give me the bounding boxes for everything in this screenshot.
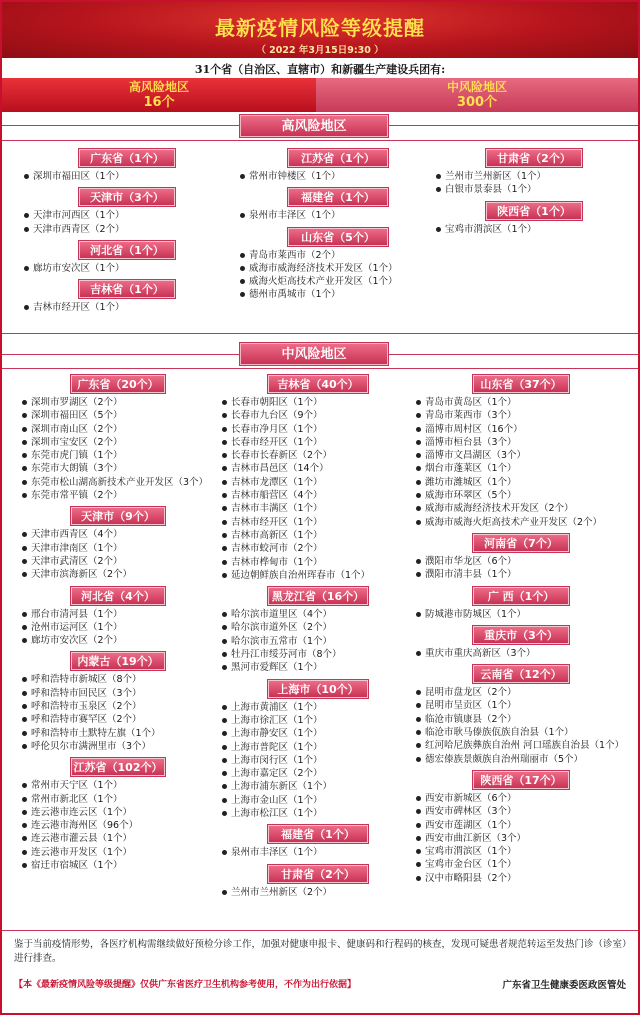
province-label: 福建省（1个） — [288, 188, 388, 206]
province-label: 重庆市（3个） — [473, 626, 569, 644]
area-list-item: 西安市曲江新区（3个） — [414, 832, 628, 845]
area-list-item: 德宏傣族景颇族自治州瑞丽市（5个） — [414, 753, 628, 766]
area-list-item: 烟台市蓬莱区（1个） — [414, 462, 628, 475]
area-list-item: 兰州市兰州新区（2个） — [220, 886, 416, 899]
area-list-item: 廊坊市安次区（2个） — [20, 634, 216, 647]
area-list-item: 深圳市南山区（2个） — [20, 423, 216, 436]
area-list-item: 汉中市略阳县（2个） — [414, 872, 628, 885]
mid-divider-bottom — [2, 368, 638, 369]
area-list-item: 邢台市清河县（1个） — [20, 608, 216, 621]
area-list-item: 吉林市经开区（1个） — [220, 516, 416, 529]
province-label: 天津市（3个） — [79, 188, 175, 206]
province-label: 河北省（1个） — [79, 241, 175, 259]
area-list-item: 吉林市高新区（1个） — [220, 529, 416, 542]
area-list-item: 东莞市大朗镇（3个） — [20, 462, 216, 475]
high-column-3 — [434, 149, 634, 241]
area-list-item: 威海火炬高技术产业开发区（1个） — [238, 275, 438, 288]
area-list-item: 吉林市丰满区（1个） — [220, 502, 416, 515]
high-risk-count: 16个 — [143, 95, 175, 110]
area-list-item: 泉州市丰泽区（1个） — [238, 209, 438, 222]
area-list-item: 廊坊市安次区（1个） — [22, 262, 232, 275]
header — [2, 2, 638, 58]
province-label: 河南省（7个） — [473, 534, 569, 552]
area-list-item: 深圳市福田区（1个） — [22, 170, 232, 183]
area-list-item: 淄博市周村区（16个） — [414, 423, 628, 436]
province-label: 江苏省（102个） — [71, 758, 165, 776]
area-list-item: 上海市松江区（1个） — [220, 807, 416, 820]
area-list-item: 呼和浩特市新城区（8个） — [20, 673, 216, 686]
area-list-item: 上海市徐汇区（1个） — [220, 714, 416, 727]
area-list-item: 红河哈尼族彝族自治州 河口瑶族自治县（1个） — [414, 739, 628, 752]
area-list-item: 东莞市松山湖高新技术产业开发区（3个） — [20, 476, 216, 489]
area-list-item: 连云港市开发区（1个） — [20, 846, 216, 859]
area-list-item: 长春市朝阳区（1个） — [220, 396, 416, 409]
area-list-item: 天津市津南区（1个） — [20, 542, 216, 555]
high-risk-summary — [2, 78, 316, 112]
area-list-item: 深圳市罗湖区（2个） — [20, 396, 216, 409]
footer-org: 广东省卫生健康委医政医管处 — [502, 980, 626, 991]
footer-text: 鉴于当前疫情形势，各医疗机构需继续做好预检分诊工作，加强对健康申报卡、健康码和行程码的核查，发现可疑患者规范转运至发热门诊（诊室）进行排查。 — [14, 939, 627, 964]
mid-risk-summary — [316, 78, 638, 112]
area-list-item: 西安市碑林区（3个） — [414, 805, 628, 818]
area-list-item: 上海市黄浦区（1个） — [220, 701, 416, 714]
high-risk-label: 高风险地区 — [128, 80, 189, 94]
province-label: 江苏省（1个） — [288, 149, 388, 167]
mid-column-2 — [220, 375, 416, 904]
area-list-item: 天津市滨海新区（2个） — [20, 568, 216, 581]
area-list-item: 宝鸡市金台区（1个） — [414, 858, 628, 871]
area-list-item: 黑河市爱辉区（1个） — [220, 661, 416, 674]
province-label: 福建省（1个） — [268, 825, 368, 843]
footer-divider — [2, 930, 638, 931]
area-list-item: 呼伦贝尔市满洲里市（3个） — [20, 740, 216, 753]
area-list-item: 连云港市连云区（1个） — [20, 806, 216, 819]
area-list-item: 长春市九台区（9个） — [220, 409, 416, 422]
province-label: 甘肃省（2个） — [268, 865, 368, 883]
area-list-item: 白银市景泰县（1个） — [434, 183, 634, 196]
province-label: 甘肃省（2个） — [486, 149, 582, 167]
province-label: 广 西（1个） — [473, 587, 569, 605]
area-list-item: 呼和浩特市回民区（3个） — [20, 687, 216, 700]
province-label: 云南省（12个） — [473, 665, 569, 683]
area-list-item: 呼和浩特市土默特左旗（1个） — [20, 727, 216, 740]
area-list-item: 淄博市文昌湖区（3个） — [414, 449, 628, 462]
high-column-1 — [22, 149, 232, 319]
area-list-item: 天津市河西区（1个） — [22, 209, 232, 222]
area-list-item: 常州市天宁区（1个） — [20, 779, 216, 792]
area-list-item: 宿迁市宿城区（1个） — [20, 859, 216, 872]
area-list-item: 长春市经开区（1个） — [220, 436, 416, 449]
province-label: 山东省（5个） — [288, 228, 388, 246]
group-spacer — [20, 872, 216, 877]
mid-column-1 — [20, 375, 216, 877]
area-list-item: 濮阳市华龙区（6个） — [414, 555, 628, 568]
province-label: 黑龙江省（16个） — [268, 587, 368, 605]
province-label: 广东省（20个） — [71, 375, 165, 393]
high-column-2 — [238, 149, 438, 307]
area-list-item: 深圳市宝安区（2个） — [20, 436, 216, 449]
area-list-item: 天津市西青区（4个） — [20, 528, 216, 541]
province-label: 河北省（4个） — [71, 587, 165, 605]
area-list-item: 青岛市莱西市（3个） — [414, 409, 628, 422]
province-label: 上海市（10个） — [268, 680, 368, 698]
area-list-item: 哈尔滨市五常市（1个） — [220, 635, 416, 648]
province-label: 天津市（9个） — [71, 507, 165, 525]
area-list-item: 天津市西青区（2个） — [22, 223, 232, 236]
area-list-item: 青岛市黄岛区（1个） — [414, 396, 628, 409]
group-spacer — [414, 885, 628, 890]
area-list-item: 天津市武清区（2个） — [20, 555, 216, 568]
area-list-item: 青岛市莱西市（2个） — [238, 249, 438, 262]
area-list-item: 吉林市桦甸市（1个） — [220, 556, 416, 569]
subtitle: 31个省（自治区、直辖市）和新疆生产建设兵团有: — [194, 63, 446, 76]
group-spacer — [220, 899, 416, 904]
area-list-item: 东莞市虎门镇（1个） — [20, 449, 216, 462]
group-spacer — [238, 302, 438, 307]
mid-risk-banner: 中风险地区 — [240, 343, 388, 365]
area-list-item: 长春市长春新区（2个） — [220, 449, 416, 462]
area-list-item: 上海市普陀区（1个） — [220, 741, 416, 754]
area-list-item: 吉林市船营区（4个） — [220, 489, 416, 502]
area-list-item: 东莞市常平镇（2个） — [20, 489, 216, 502]
area-list-item: 吉林市经开区（1个） — [22, 301, 232, 314]
area-list-item: 宝鸡市渭滨区（1个） — [434, 223, 634, 236]
risk-summary — [2, 78, 638, 112]
area-list-item: 吉林市龙潭区（1个） — [220, 476, 416, 489]
mid-risk-label: 中风险地区 — [446, 80, 507, 94]
area-list-item: 西安市莲湖区（1个） — [414, 819, 628, 832]
area-list-item: 哈尔滨市道里区（4个） — [220, 608, 416, 621]
area-list-item: 上海市闵行区（1个） — [220, 754, 416, 767]
area-list-item: 上海市嘉定区（2个） — [220, 767, 416, 780]
area-list-item: 长春市净月区（1个） — [220, 423, 416, 436]
mid-divider-top — [2, 333, 638, 334]
area-list-item: 西安市新城区（6个） — [414, 792, 628, 805]
area-list-item: 昆明市盘龙区（2个） — [414, 686, 628, 699]
area-list-item: 呼和浩特市玉泉区（2个） — [20, 700, 216, 713]
area-list-item: 常州市钟楼区（1个） — [238, 170, 438, 183]
page-title: 最新疫情风险等级提醒 — [215, 16, 425, 40]
area-list-item: 威海市威海经济技术开发区（1个） — [238, 262, 438, 275]
area-list-item: 兰州市兰州新区（1个） — [434, 170, 634, 183]
group-spacer — [22, 314, 232, 319]
area-list-item: 上海市静安区（1个） — [220, 727, 416, 740]
area-list-item: 临沧市镇康县（2个） — [414, 713, 628, 726]
area-list-item: 威海市环翠区（5个） — [414, 489, 628, 502]
area-list-item: 威海市威海火炬高技术产业开发区（2个） — [414, 516, 628, 529]
area-list-item: 延边朝鲜族自治州珲春市（1个） — [220, 569, 416, 582]
mid-risk-count: 300个 — [456, 95, 498, 110]
area-list-item: 防城港市防城区（1个） — [414, 608, 628, 621]
area-list-item: 宝鸡市渭滨区（1个） — [414, 845, 628, 858]
area-list-item: 临沧市耿马傣族佤族自治县（1个） — [414, 726, 628, 739]
area-list-item: 上海市浦东新区（1个） — [220, 780, 416, 793]
footer-note: 【本《最新疫情风险等级提醒》仅供广东省医疗卫生机构参考使用，不作为出行依据】 — [14, 980, 357, 990]
area-list-item: 潍坊市潍城区（1个） — [414, 476, 628, 489]
group-spacer — [434, 236, 634, 241]
area-list-item: 上海市金山区（1个） — [220, 794, 416, 807]
province-label: 陕西省（1个） — [486, 202, 582, 220]
province-label: 吉林省（40个） — [268, 375, 368, 393]
area-list-item: 深圳市福田区（5个） — [20, 409, 216, 422]
area-list-item: 淄博市桓台县（3个） — [414, 436, 628, 449]
mid-column-3 — [414, 375, 628, 890]
area-list-item: 牡丹江市绥芬河市（8个） — [220, 648, 416, 661]
area-list-item: 吉林市蛟河市（2个） — [220, 542, 416, 555]
area-list-item: 常州市新北区（1个） — [20, 793, 216, 806]
province-label: 陕西省（17个） — [473, 771, 569, 789]
area-list-item: 重庆市重庆高新区（3个） — [414, 647, 628, 660]
area-list-item: 威海市威海经济技术开发区（2个） — [414, 502, 628, 515]
area-list-item: 泉州市丰泽区（1个） — [220, 846, 416, 859]
area-list-item: 沧州市运河区（1个） — [20, 621, 216, 634]
area-list-item: 昆明市呈贡区（1个） — [414, 699, 628, 712]
area-list-item: 连云港市海州区（96个） — [20, 819, 216, 832]
province-label: 广东省（1个） — [79, 149, 175, 167]
area-list-item: 德州市禹城市（1个） — [238, 288, 438, 301]
province-label: 内蒙古（19个） — [71, 652, 165, 670]
area-list-item: 连云港市灌云县（1个） — [20, 832, 216, 845]
province-label: 吉林省（1个） — [79, 280, 175, 298]
area-list-item: 哈尔滨市道外区（2个） — [220, 621, 416, 634]
area-list-item: 濮阳市清丰县（1个） — [414, 568, 628, 581]
area-list-item: 吉林市昌邑区（14个） — [220, 462, 416, 475]
province-label: 山东省（37个） — [473, 375, 569, 393]
high-risk-banner: 高风险地区 — [240, 115, 388, 137]
area-list-item: 呼和浩特市赛罕区（2个） — [20, 713, 216, 726]
update-date: （ 2022 年3月15日9:30 ） — [256, 45, 384, 56]
high-divider-bottom — [2, 140, 638, 141]
